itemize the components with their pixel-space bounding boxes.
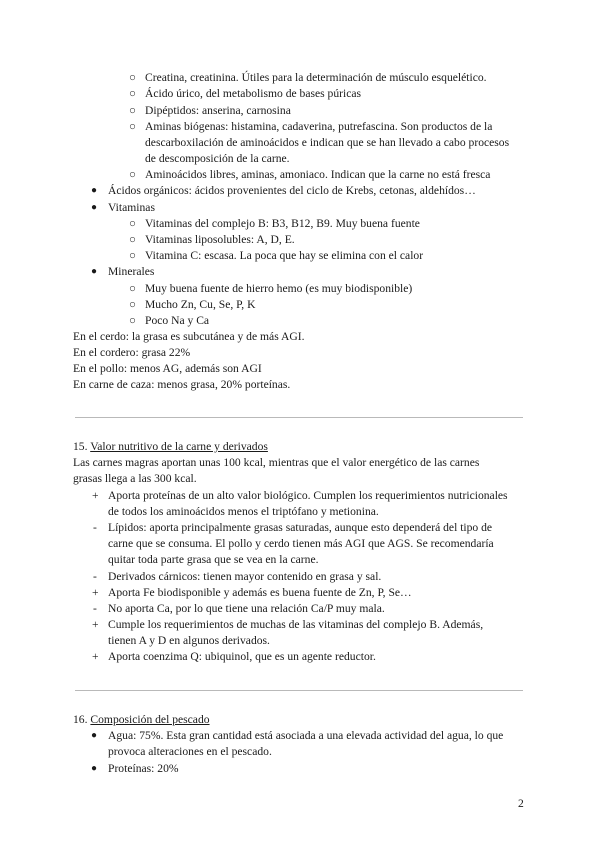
plus-bullet-icon: + — [92, 650, 99, 663]
disc-bullet-icon: ● — [91, 266, 98, 277]
list-item: Mucho Zn, Cu, Se, P, K — [145, 298, 256, 311]
section-title: Composición del pescado — [90, 713, 210, 726]
paragraph-line: Las carnes magras aportan unas 100 kcal, mientras que el valor energético de las carnes — [73, 456, 480, 469]
list-item: Agua: 75%. Esta gran cantidad está asociada a una elevada actividad del agua, lo que — [108, 729, 504, 742]
list-item: Ácidos orgánicos: ácidos provenientes del ciclo de Krebs, cetonas, aldehídos… — [108, 184, 476, 197]
circle-bullet-icon: ○ — [129, 217, 137, 230]
minus-bullet-icon: - — [93, 570, 97, 583]
list-item: Derivados cárnicos: tienen mayor contenido en grasa y sal. — [108, 570, 382, 583]
list-item: Cumple los requerimientos de muchas de las vitaminas del complejo B. Además, — [108, 618, 484, 631]
disc-bullet-icon: ● — [91, 202, 98, 213]
minus-bullet-icon: - — [93, 521, 97, 534]
circle-bullet-icon: ○ — [129, 233, 137, 246]
paragraph-line: En el pollo: menos AG, además son AGI — [73, 362, 262, 375]
list-item: Aporta proteínas de un alto valor biológico. Cumplen los requerimientos nutricionales — [108, 489, 508, 502]
circle-bullet-icon: ○ — [129, 249, 137, 262]
list-item: Aporta coenzima Q: ubiquinol, que es un agente reductor. — [108, 650, 376, 663]
section-number: 15. — [73, 440, 88, 453]
list-item-continuation: de descomposición de la carne. — [145, 152, 290, 165]
paragraph-line: En el cerdo: la grasa es subcutánea y de más AGI. — [73, 330, 305, 343]
list-item: Muy buena fuente de hierro hemo (es muy biodisponible) — [145, 282, 413, 295]
list-item: Vitamina C: escasa. La poca que hay se elimina con el calor — [145, 249, 424, 262]
disc-bullet-icon: ● — [91, 730, 98, 741]
list-item: Minerales — [108, 265, 155, 278]
section-title: Valor nutritivo de la carne y derivados — [90, 440, 268, 453]
circle-bullet-icon: ○ — [129, 87, 137, 100]
circle-bullet-icon: ○ — [129, 71, 137, 84]
disc-bullet-icon: ● — [91, 763, 98, 774]
section-number: 16. — [73, 713, 88, 726]
horizontal-rule — [75, 417, 523, 418]
circle-bullet-icon: ○ — [129, 298, 137, 311]
list-item-continuation: tienen A y D en algunos derivados. — [108, 634, 270, 647]
list-item: Vitaminas liposolubles: A, D, E. — [145, 233, 295, 246]
section-heading — [73, 713, 210, 727]
circle-bullet-icon: ○ — [129, 120, 137, 133]
list-item: Lípidos: aporta principalmente grasas saturadas, aunque esto dependerá del tipo de — [108, 521, 493, 534]
list-item: Creatina, creatinina. Útiles para la determinación de músculo esquelético. — [145, 71, 487, 84]
paragraph-line: grasas llega a las 300 kcal. — [73, 472, 197, 485]
circle-bullet-icon: ○ — [129, 168, 137, 181]
plus-bullet-icon: + — [92, 618, 99, 631]
list-item-continuation: provoca alteraciones en el pescado. — [108, 745, 272, 758]
plus-bullet-icon: + — [92, 489, 99, 502]
list-item: Aporta Fe biodisponible y además es buena fuente de Zn, P, Se… — [108, 586, 412, 599]
circle-bullet-icon: ○ — [129, 282, 137, 295]
list-item: Ácido úrico, del metabolismo de bases púricas — [145, 87, 362, 100]
paragraph-line: En el cordero: grasa 22% — [73, 346, 191, 359]
list-item: Aminoácidos libres, aminas, amoniaco. Indican que la carne no está fresca — [145, 168, 491, 181]
list-item: Dipéptidos: anserina, carnosina — [145, 104, 291, 117]
list-item: Vitaminas del complejo B: B3, B12, B9. Muy buena fuente — [145, 217, 420, 230]
list-item-continuation: carne que se consuma. El pollo y cerdo tienen más AGI que AGS. Se recomendaría — [108, 537, 494, 550]
horizontal-rule — [75, 690, 523, 691]
circle-bullet-icon: ○ — [129, 104, 137, 117]
disc-bullet-icon: ● — [91, 185, 98, 196]
plus-bullet-icon: + — [92, 586, 99, 599]
list-item: Vitaminas — [108, 201, 155, 214]
list-item: Poco Na y Ca — [145, 314, 210, 327]
minus-bullet-icon: - — [93, 602, 97, 615]
section-heading — [73, 440, 268, 454]
list-item-continuation: quitar toda parte grasa que se vea en la carne. — [108, 553, 319, 566]
list-item: Proteínas: 20% — [108, 762, 179, 775]
list-item: No aporta Ca, por lo que tiene una relación Ca/P muy mala. — [108, 602, 385, 615]
paragraph-line: En carne de caza: menos grasa, 20% porteínas. — [73, 378, 291, 391]
circle-bullet-icon: ○ — [129, 314, 137, 327]
list-item-continuation: descarboxilación de aminoácidos e indican que se han llevado a cabo procesos — [145, 136, 510, 149]
list-item-continuation: de todos los aminoácidos menos el triptófano y metionina. — [108, 505, 379, 518]
page-number: 2 — [518, 797, 524, 810]
list-item: Aminas biógenas: histamina, cadaverina, putrefascina. Son productos de la — [145, 120, 493, 133]
